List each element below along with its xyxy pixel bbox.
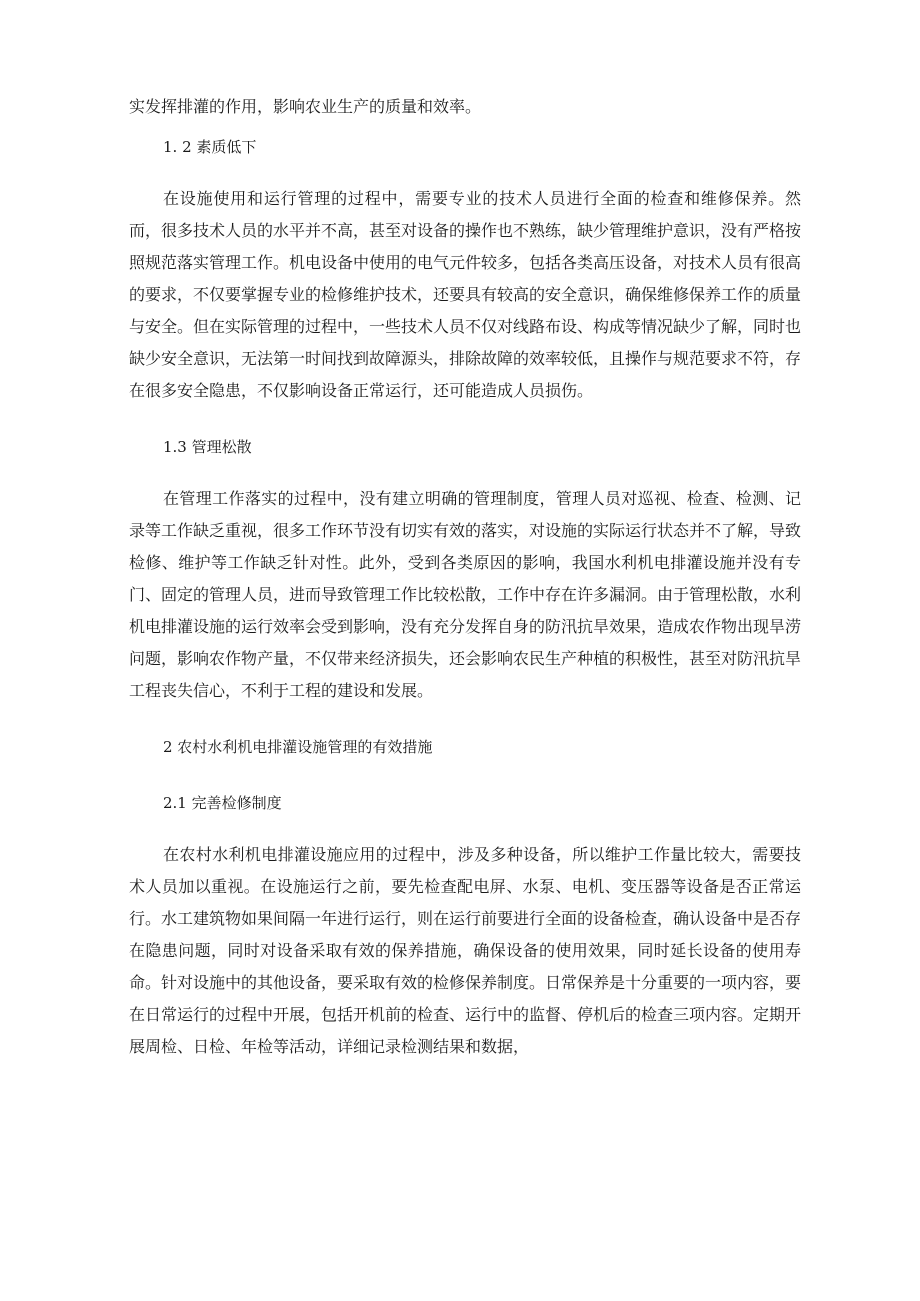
section-heading-2: 2 农村水利机电排灌设施管理的有效措施 xyxy=(163,738,433,756)
paragraph-2-1: 在农村水利机电排灌设施应用的过程中，涉及多种设备，所以维护工作量比较大，需要技术人员加以重视。在设施运行之前，要先检查配电屏、水泵、电机、变压器等设备是否正常运行。水工建筑物如果间隔一年进行运行，则在运行前要进行全面的设备检查，确认设备中是否存在隐患问题，同时对设备采取有效的保养措施，确保设备的使用效果，同时延长设备的使用寿命。针对设施中的其他设备，要采取有效的检修保养制度。日常保养是十分重要的一项内容，要在日常运行的过程中开展，包括开机前的检查、运行中的监督、停机后的检查三项内容。定期开展周检、日检、年检等活动，详细记录检测结果和数据， xyxy=(129,845,802,1056)
section-heading-2-1: 2.1 完善检修制度 xyxy=(163,794,282,812)
paragraph-1-2: 在设施使用和运行管理的过程中，需要专业的技术人员进行全面的检查和维修保养。然而，很多技术人员的水平并不高，甚至对设备的操作也不熟练，缺少管理维护意识，没有严格按照规范落实管理工作。机电设备中使用的电气元件较多，包括各类高压设备，对技术人员有很高的要求，不仅要掌握专业的检修维护技术，还要具有较高的安全意识，确保维修保养工作的质量与安全。但在实际管理的过程中，一些技术人员不仅对线路布设、构成等情况缺少了解，同时也缺少安全意识，无法第一时间找到故障源头，排除故障的效率较低，且操作与规范要求不符，存在很多安全隐患，不仅影响设备正常运行，还可能造成人员损伤。 xyxy=(129,189,802,400)
section-heading-1-3: 1.3 管理松散 xyxy=(163,438,252,456)
section-heading-1-2: 1. 2 素质低下 xyxy=(163,138,257,156)
paragraph-intro-continuation: 实发挥排灌的作用，影响农业生产的质量和效率。 xyxy=(129,97,482,116)
document-body xyxy=(129,91,801,1063)
paragraph-1-3: 在管理工作落实的过程中，没有建立明确的管理制度，管理人员对巡视、检查、检测、记录等工作缺乏重视，很多工作环节没有切实有效的落实，对设施的实际运行状态并不了解，导致检修、维护等工作缺乏针对性。此外，受到各类原因的影响，我国水利机电排灌设施并没有专门、固定的管理人员，进而导致管理工作比较松散，工作中存在许多漏洞。由于管理松散，水利机电排灌设施的运行效率会受到影响，没有充分发挥自身的防汛抗旱效果，造成农作物出现旱涝问题，影响农作物产量，不仅带来经济损失，还会影响农民生产种植的积极性，甚至对防汛抗旱工程丧失信心，不利于工程的建设和发展。 xyxy=(129,489,802,700)
